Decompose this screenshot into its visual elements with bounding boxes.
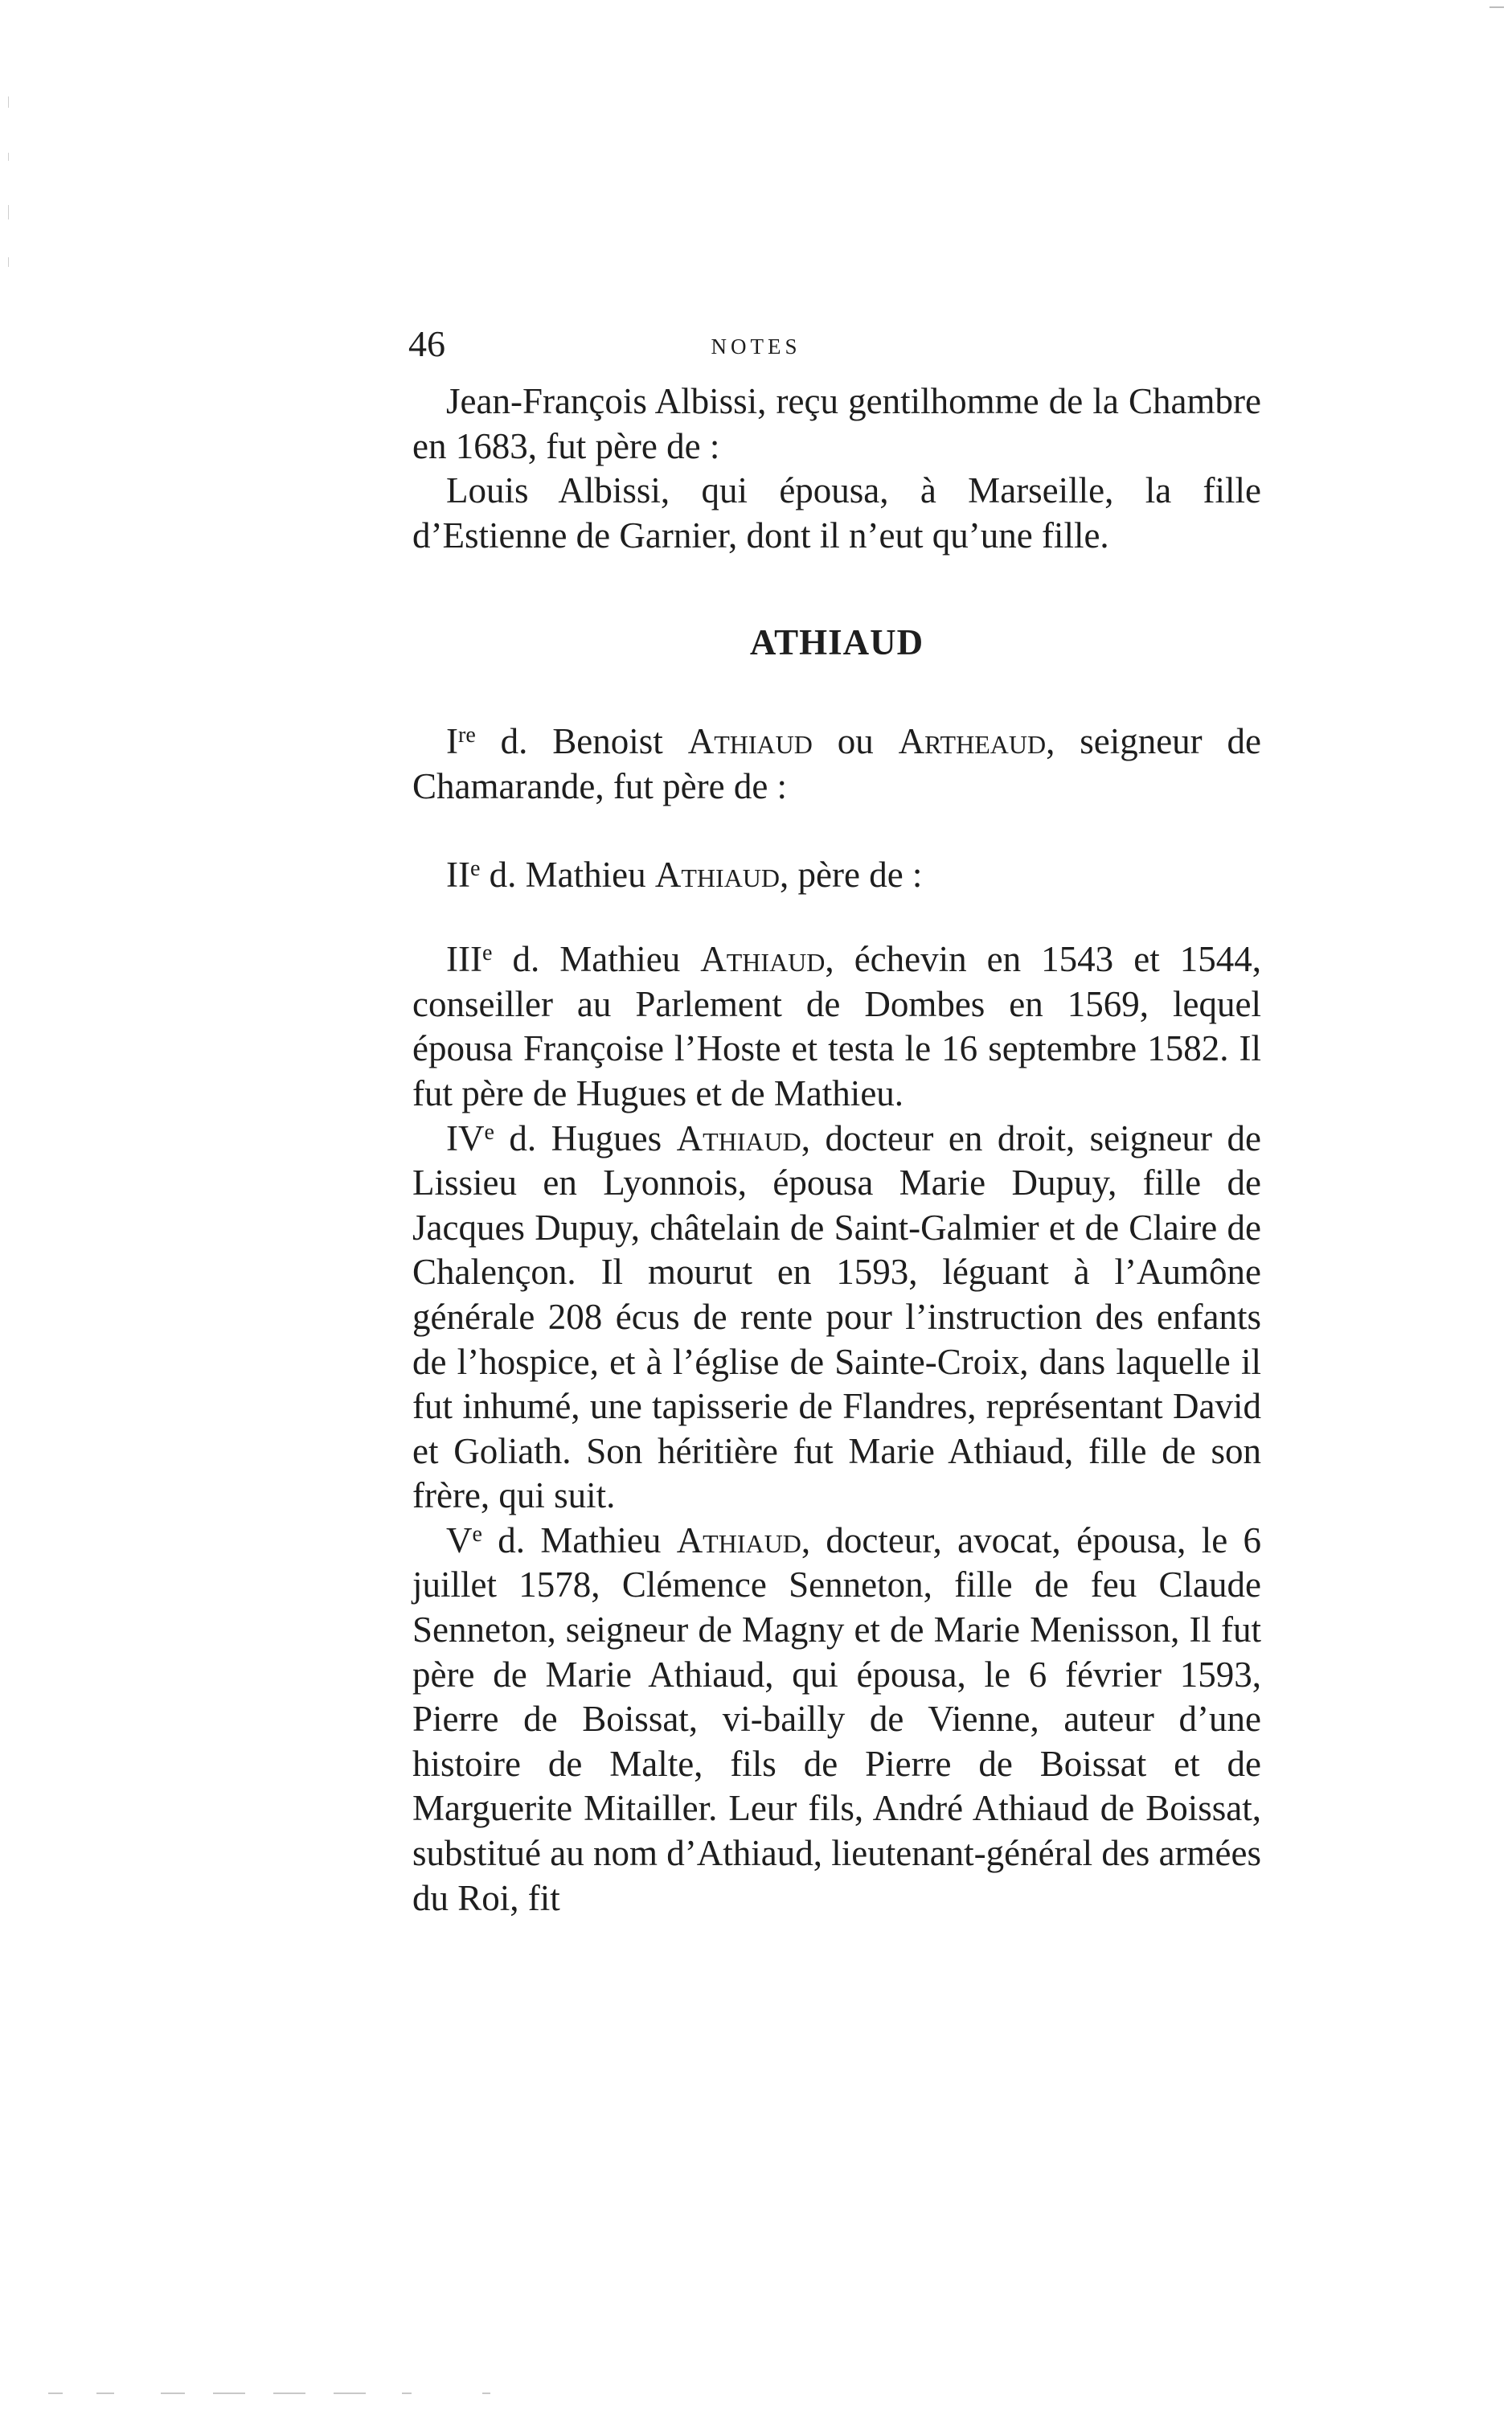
family-name: Athiaud	[676, 1117, 801, 1158]
degree-ordinal-suffix: e	[484, 1119, 494, 1145]
degree-ordinal-suffix: e	[481, 941, 493, 966]
section-title: ATHIAUD	[749, 622, 924, 663]
degree-abbreviation: d.	[475, 721, 553, 762]
corner-scan-mark	[1489, 6, 1504, 8]
degree-numeral: IV	[446, 1117, 485, 1158]
family-name-variant: Artheaud	[898, 721, 1047, 762]
degree-paragraph-3	[412, 937, 1261, 1116]
degree-text-middle: ou	[812, 721, 899, 762]
scan-dash	[213, 2393, 245, 2394]
scan-dash	[273, 2393, 305, 2394]
scan-tick	[8, 257, 9, 267]
scan-dash	[48, 2393, 63, 2394]
degree-text-before: Mathieu	[525, 854, 655, 895]
text-block	[412, 379, 1261, 1921]
scan-dash	[334, 2393, 366, 2394]
scan-dash	[96, 2393, 114, 2394]
degree-numeral: III	[446, 939, 482, 980]
degree-abbreviation: d.	[480, 854, 526, 895]
family-name: Athiaud	[687, 721, 813, 762]
paragraph-gap	[412, 897, 1261, 937]
degree-text-after: , échevin en 1543 et 1544, conseiller au Parlement de Dombes en 1569, lequel épousa Françoise l’Hoste et testa le 16 septembre 1582. Il fut père de Hugues et de Mathieu.	[412, 939, 1262, 1113]
intro-paragraph-1: Jean-François Albissi, reçu gentilhomme de la Chambre en 1683, fut père de :	[412, 381, 1261, 466]
scan-tick	[8, 205, 9, 219]
degree-text-after: , docteur en droit, seigneur de Lissieu en Lyonnois, épousa Marie Dupuy, fille de Jacques Dupuy, châtelain de Saint-Galmier et de Claire de Chalençon. Il mourut en 1593, léguant à l’Aumône générale 208 écus de rente pour l’instruction des enfants de l’hospice, et à l’église de Sainte-Croix, dans laquelle il fut inhumé, une tapisserie de Flandres, représentant David et Goliath. Son héritière fut Marie Athiaud, fille de son frère, qui suit.	[412, 1117, 1261, 1516]
degree-ordinal-suffix: e	[472, 1521, 482, 1547]
degree-ordinal-suffix: e	[469, 855, 481, 881]
family-name: Athiaud	[700, 939, 826, 980]
scan-dash	[482, 2393, 490, 2394]
degree-text-after: , docteur, avocat, épousa, le 6 juillet 1578, Clémence Senneton, fille de feu Claude Senneton, seigneur de Magny et de Marie Menisson, Il fut père de Marie Athiaud, qui épousa, le 6 février 1593, Pierre de Boissat, vi-bailly de Vienne, auteur d’une histoire de Malte, fils de Pierre de Boissat et de Marguerite Mitailler. Leur fils, André Athiaud de Boissat, substitué au nom d’Athiaud, lieutenant-général des armées du Roi, fit	[412, 1519, 1262, 1918]
degree-text-before: Hugues	[551, 1117, 677, 1158]
degree-paragraph-5	[412, 1519, 1261, 1921]
degree-abbreviation: d.	[492, 939, 560, 980]
degree-paragraph-4	[412, 1117, 1261, 1519]
degree-text-before: Mathieu	[559, 939, 701, 980]
degree-numeral: I	[446, 721, 458, 762]
degree-paragraph-1	[412, 720, 1261, 809]
intro-paragraph-2: Louis Albissi, qui épousa, à Marseille, la fille d’Estienne de Garnier, dont il n’eut qu’une fille.	[412, 470, 1261, 556]
bottom-scan-dashes	[48, 2393, 498, 2396]
family-name: Athiaud	[654, 854, 781, 895]
scan-tick	[8, 153, 9, 161]
scan-dash	[402, 2393, 412, 2394]
degree-text-after: , père de :	[780, 854, 923, 895]
family-name: Athiaud	[676, 1519, 801, 1560]
left-margin-scan-marks	[0, 0, 16, 2411]
degree-abbreviation: d.	[481, 1519, 541, 1560]
degree-text-before: Benoist	[552, 721, 688, 762]
scan-tick	[8, 96, 9, 108]
scan-dash	[161, 2393, 185, 2394]
degree-abbreviation: d.	[494, 1117, 551, 1158]
degree-paragraph-2	[412, 853, 1261, 898]
running-head: NOTES	[711, 334, 801, 359]
page-number: 46	[408, 323, 445, 364]
degree-text-after: , seigneur de Chamarande, fut père de :	[412, 721, 1262, 806]
degree-text-before: Mathieu	[540, 1519, 677, 1560]
degree-ordinal-suffix: re	[458, 723, 476, 748]
paragraph-gap	[412, 810, 1261, 853]
degree-numeral: II	[446, 854, 470, 895]
degree-numeral: V	[446, 1519, 473, 1560]
